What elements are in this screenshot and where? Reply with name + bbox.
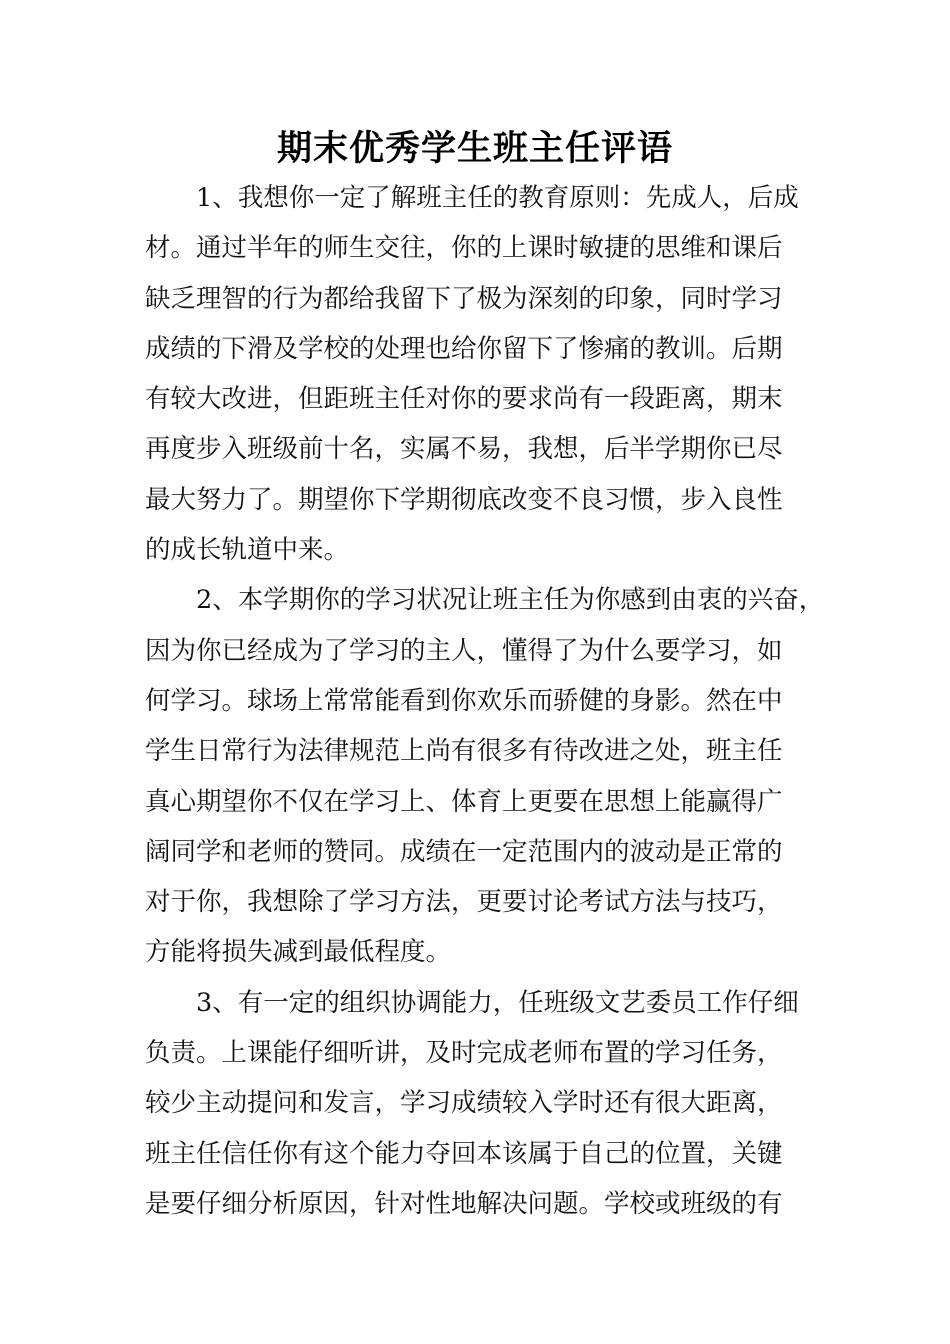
paragraph-line: 较少主动提问和发言，学习成绩较入学时还有很大距离， [145, 1088, 783, 1119]
paragraph-line: 是要仔细分析原因，针对性地解决问题。学校或班级的有 [145, 1188, 783, 1219]
paragraph-line: 1、我想你一定了解班主任的教育原则：先成人，后成 [196, 183, 799, 213]
paragraph-line: 2、本学期你的学习状况让班主任为你感到由衷的兴奋， [196, 585, 825, 616]
paragraph-3 [145, 978, 820, 1229]
paragraph-line: 对于你，我想除了学习方法，更要讨论考试方法与技巧， [145, 887, 783, 918]
paragraph-line: 再度步入班级前十名，实属不易，我想，后半学期你已尽 [145, 434, 783, 465]
paragraph-line: 的成长轨道中来。 [145, 535, 350, 566]
paragraph-line: 最大努力了。期望你下学期彻底改变不良习惯，步入良性 [145, 484, 783, 515]
paragraph-line: 负责。上课能仔细听讲，及时完成老师布置的学习任务， [145, 1038, 783, 1069]
paragraph-1 [145, 173, 820, 575]
paragraph-line: 阔同学和老师的赞同。成绩在一定范围内的波动是正常的 [145, 836, 783, 867]
document-title: 期末优秀学生班主任评语 [276, 129, 673, 169]
paragraph-line: 方能将损失减到最低程度。 [145, 937, 452, 968]
paragraph-line: 3、有一定的组织协调能力，任班级文艺委员工作仔细 [196, 987, 799, 1018]
document-body [145, 173, 825, 1229]
paragraph-line: 何学习。球场上常常能看到你欢乐而骄健的身影。然在中 [145, 685, 783, 716]
paragraph-line: 缺乏理智的行为都给我留下了极为深刻的印象，同时学习 [145, 283, 783, 314]
paragraph-line: 因为你已经成为了学习的主人，懂得了为什么要学习，如 [145, 635, 783, 666]
paragraph-line: 班主任信任你有这个能力夺回本该属于自己的位置，关键 [145, 1138, 783, 1169]
paragraph-line: 材。通过半年的师生交往，你的上课时敏捷的思维和课后 [145, 233, 783, 264]
paragraph-2 [145, 575, 825, 977]
paragraph-line: 真心期望你不仅在学习上、体育上更要在思想上能赢得广 [145, 786, 783, 817]
paragraph-line: 有较大改进，但距班主任对你的要求尚有一段距离，期末 [145, 384, 783, 415]
paragraph-line: 成绩的下滑及学校的处理也给你留下了惨痛的教训。后期 [145, 333, 783, 364]
paragraph-line: 学生日常行为法律规范上尚有很多有待改进之处，班主任 [145, 736, 783, 767]
